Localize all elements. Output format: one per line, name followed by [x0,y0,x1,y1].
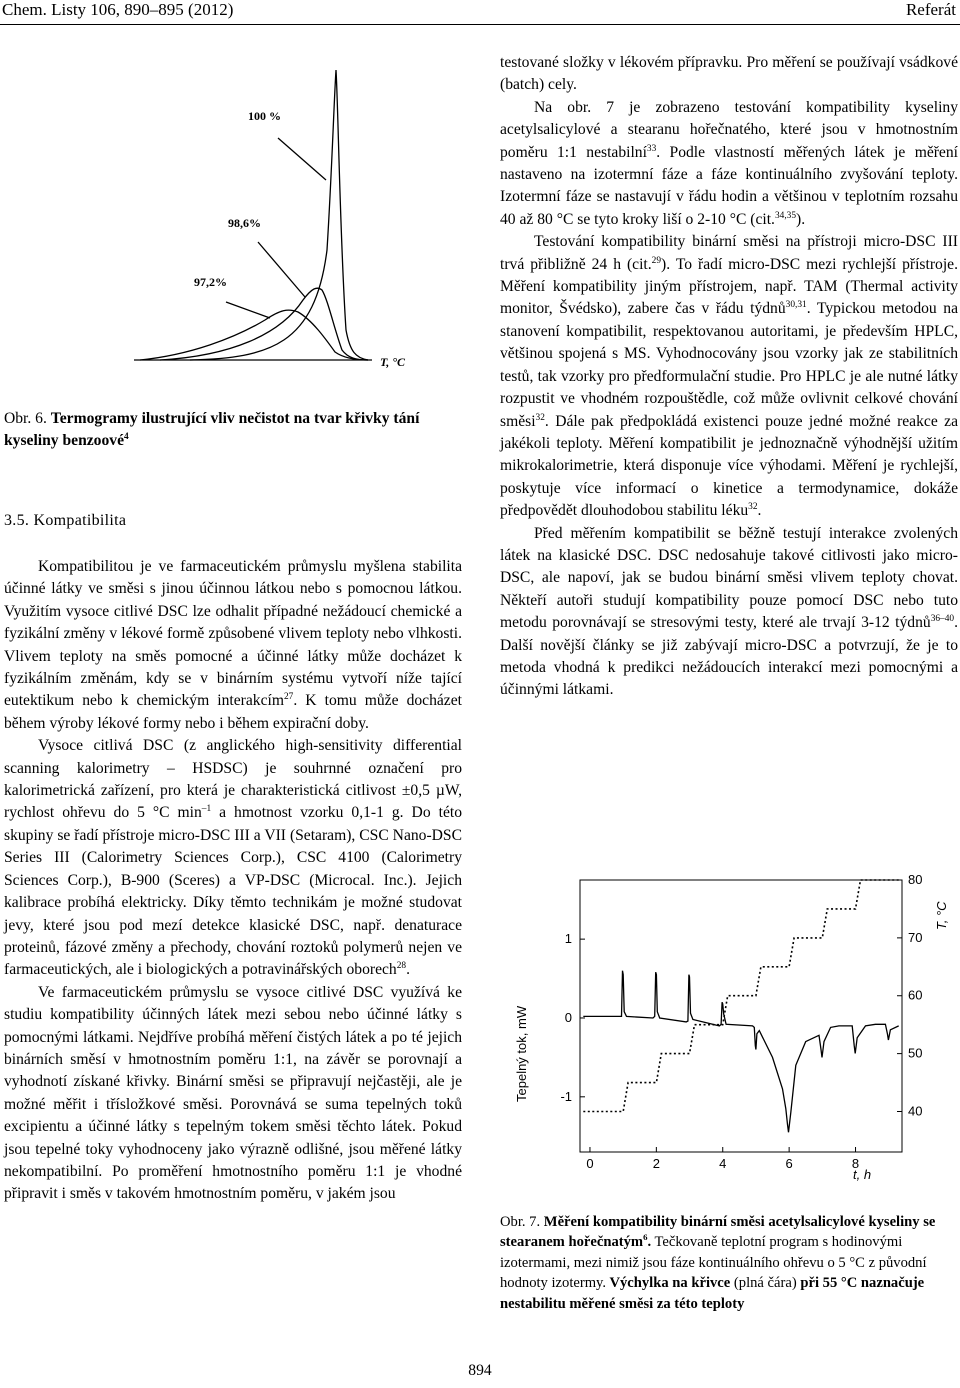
x-tick-label: 0 [586,1156,594,1171]
y2-tick-label: 50 [908,1045,923,1061]
x-tick-label: 4 [719,1156,727,1171]
paragraph: testované složky v lékovém přípravku. Pro měření se používají vsádkové (batch) cely. [500,54,958,94]
x-tick-label: 6 [785,1156,793,1171]
paragraph: Testování kompatibility binární směsi na přístroji micro-DSC III trvá přibližně 24 h (cit.$^{29}$). To řadí micro-DSC mezi rychlejší přístroje. Měření kompatibility jiným přístrojem, např. TAM (Thermal activity monitor, Švédsko), zabere čas v řádu týdnů$^{30,31}$. Typickou metodou na stanovení kompatibilit, respektovanou autoritami, je především HPLC, většinou spojená s MS. Vyhodnocovány jsou vzorky jak ze stabilitních testů, tak vzorky pro předformulační studie. Pro HPLC je ale nutné látky rozpustit ve vhodném rozpouštědle, což může ovlivnit celkové chování směsi$^{32}$. Dále pak předpokládá existenci pouze jedné možné reakce za jakékoli teploty. Měření kompatibilit je jednoznačně výhodnější užitím mikrokalorimetrie, která disponuje více výhodami. Měření je rychlejší, poskytuje více informací o kinetice a termodynamice, dokáže předpovědět dlouhodobou stabilitu léku$^{32}$. [500,233,958,520]
fig6-axis-label: T, °C [380,355,406,369]
fig6-label-100: 100 % [248,109,281,123]
y-tick-label: -1 [560,1088,572,1104]
journal-header: Chem. Listy 106, 890–895 (2012) [2,0,234,19]
y2-tick-label: 80 [908,872,923,887]
fig6-leader-972 [226,302,270,318]
fig7-x-label: t, h [853,1167,872,1182]
y-tick-label: 0 [564,1009,572,1025]
y-tick-label: 1 [564,931,572,947]
figure-7-caption: Obr. 7. Měření kompatibility binární směsi acetylsalicylové kyseliny se stearanem hořečnatým$^6$. Tečkovaně teplotní program s hodinovými izotermami, mezi nimiž jsou fáze kontinuálního ohřevu o 5 °C z původní hodnoty izotermy. Výchylka na křivce (plná čára) při 55 °C naznačuje nestabilitu měřené směsi za této teploty [500,1214,936,1312]
paragraph: Před měřením kompatibilit se běžně testují interakce zvolených látek na klasické DSC. DSC nedosahuje takové citlivosti jako micro-DSC, ale napoví, jak se budou binární směsi vlivem teploty chovat. Někteří autoři studují kompatibility pouze pomocí DSC nebo tuto metodu porovnávají se stresovými testy, které ale trvají 3-12 týdnů$^{36-40}$. Další novější články se již zabývají micro-DSC a potvrzují, že je to metoda vhodná k predikci nežádoucích interakcí mezi pomocnými a účinnými látkami. [500,524,958,699]
figure-6-thermograms [120,20,450,380]
right-column [500,52,958,702]
temperature-program-line [583,880,900,1112]
paragraph: Na obr. 7 je zobrazeno testování kompatibility kyseliny acetylsalicylové a stearanu hořečnatého, které jsou v hmotnostním poměru 1:1 nestabilní$^{33}$. Podle vlastností měřených látek je měření nastaveno na izotermní fáze a fáze kontinuálního zvyšování teploty. Izotermní fáze se nastavují v řádu hodin a většinou v teplotním rozsahu 40 až 80 °C se tyto kroky liší o 2-10 °C (cit.$^{34,35}$). [500,98,958,228]
x-tick-label: 8 [851,1156,860,1171]
paragraph: Vysoce citlivá DSC (z anglického high-sensitivity differential scanning kalorimetry – HSDSC) je souhrnné označení pro kalorimetrická zařízení, pro která je charakteristická citlivost ±0,5 µW, rychlost ohřevu do 5 °C $\min^{-1} a$ hmotnost vzorku 0,1-1 g. Do této skupiny se řadí přístroje micro-DSC III a VII (Setaram), CSC Nano-DSC Series III (Calorimetry Sciences Corp.), CSC 4100 (Calorimetry Sciences Corp.), B-900 (Sceres) a VP-DSC (Microcal. Inc.). Jejich kalibrace probíhá elektricky. Díky těmto technikám je možné studovat jevy, které jsou pod mezí detekce klasické DSC, např. denaturace proteinů, fázové změny a přechody, chování roztoků polymerů nejen ve farmaceutických, ale i biologických a potravinářských oborech$^{28}$. [4,737,462,979]
figure-6-caption: Obr. 6. Termogramy ilustrující vliv nečistot na tvar křivky tání kyseliny benzoové$^4$ [4,410,420,449]
y2-tick-label: 70 [908,929,923,945]
page-number: 894 [468,1362,492,1379]
fig6-label-986: 98,6% [228,216,261,230]
left-column [4,556,462,1206]
fig7-y-right-label: T, °C [934,901,949,930]
fig6-leader-100 [278,138,326,180]
section-header: Referát [905,0,956,19]
paragraph: Ve farmaceutickém průmyslu se vysoce citlivé DSC využívá ke studiu kompatibility účinných látek mezi sebou nebo účinné látky s pomocnými látkami. Nejdříve probíhá měření čistých látek a po té jejich binárních směsí v hmotnostním poměru 1:1, na závěr se porovnají a vyhodnotí získané křivky. Binární směsi se připravují nejčastěji, ale je možné měřit i třísložkové směsi. Porovnává se suma tepelných toků excipientu a účinné látky s tepelným tokem směsi těchto látek. Pokud jsou tepelné toky vyhodnoceny jako výrazně odlišné, jsou měřené látky nekompatibilní. Po proměření hmotnostního poměru 1:1 je vhodné připravit i směs v takovém hmotnostním poměru, v jakém jsou [4,983,462,1203]
x-tick-label: 2 [652,1156,660,1171]
section-title: 3.5. Kompatibilita [4,512,127,529]
fig6-leader-986 [258,242,305,297]
fig7-y-left-label: Tepelný tok, mW [514,1005,529,1102]
y2-tick-label: 40 [908,1103,923,1119]
y2-tick-label: 60 [908,987,923,1003]
heat-flow-line [583,971,898,1133]
fig6-label-972: 97,2% [194,275,227,289]
paragraph: Kompatibilitou je ve farmaceutickém průmyslu myšlena stabilita účinné látky ve směsi s jinou účinnou látkou nebo s pomocnou látkou. Využitím vysoce citlivé DSC lze odhalit případné nežádoucí chemické a fyzikální změny v lékové formě způsobené vlivem teploty nebo vlhkosti. Vlivem teploty na směs pomocné a účinné látky může docházet k fyzikálním změnám, kdy se v binárním systému vytvoří níže tající eutektikum nebo k chemickým interakcím$^{27}$. K tomu může docházet během výroby lékové formy nebo i během expirační doby. [4,558,462,732]
figure-7-chart [500,870,958,1190]
